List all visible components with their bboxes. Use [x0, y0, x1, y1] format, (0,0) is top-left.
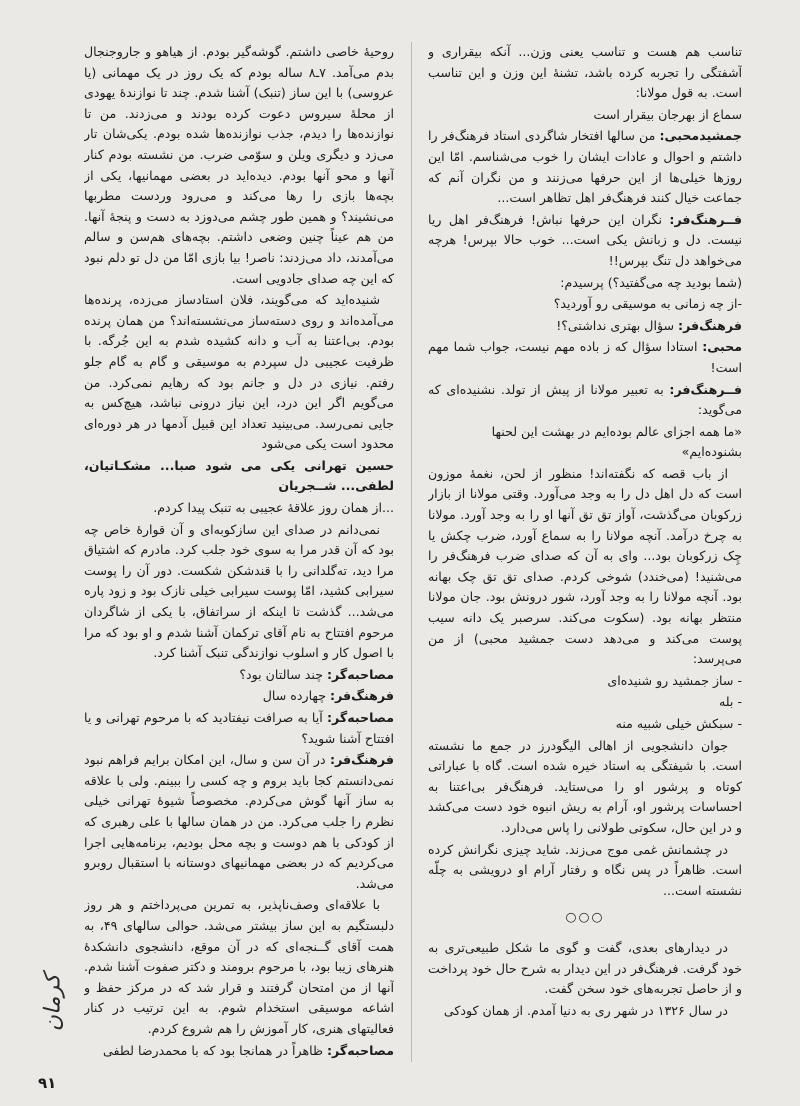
body-paragraph: حسین تهرانی یکی می شود صبا... مشکـاتیان، لطفی... شــجریان — [84, 457, 394, 494]
right-column — [428, 42, 742, 1062]
page-number: ۹۱ — [38, 1074, 57, 1092]
poem-line: سماع از بهرجان بیقرار است — [593, 106, 742, 122]
body-paragraph: - ساز جمشید رو شنیده‌ای — [607, 672, 742, 688]
body-paragraph: - بله — [719, 694, 742, 710]
dialogue-paragraph — [84, 686, 394, 707]
body-paragraph: جوان دانشجویی از اهالی الیگودرز در جمع ما نشسته است. با شیفتگی به استاد خیره شده است. گاه با عباراتی کوتاه و پرشور او را می‌ستاید. فرهنگ‌فر بی‌اعتنا به احساسات پرشور او، آرام به ریش انبوه خود دست می‌کشد و در این حال، سکوتی طولانی را پاس می‌دارد. — [428, 737, 742, 835]
dialogue-paragraph — [428, 380, 742, 421]
left-column — [84, 42, 394, 1062]
dialogue-paragraph — [84, 708, 394, 749]
speaker-label: فرهنگ‌فر: — [330, 752, 394, 768]
section-ornament: ○○○ — [565, 909, 605, 925]
dialogue-paragraph — [428, 126, 742, 208]
dialogue-paragraph — [84, 750, 394, 894]
dialogue-text: چهارده سال — [262, 688, 327, 704]
dialogue-paragraph — [84, 665, 394, 686]
body-paragraph: نمی‌دانم در صدای این سازکوبه‌ای و آن قوارهٔ خاص چه بود که آن قدر مرا به سوی خود جلب کرد. مادرم که اشتیاق مرا دید، ته‌گلدانی را با قندشکن شکست. دور آن را پوست سیرابی کشید، امّا پوست سیرابی خیلی نازک بود و زود پاره می‌شد... گذشت تا اینکه از سراتفاق، با یکی از شاگردان مرحوم افتتاح به نام آقای ترکمان آشنا شدم و او بود که مرا با اصول کار و اسلوب نوازندگی تنبک آشنا کرد. — [84, 521, 394, 661]
speaker-label: فرهنگ‌فر: — [330, 688, 394, 704]
logo-text: کرمان — [40, 973, 66, 1032]
dialogue-text: آیا به صرافت نیفتادید که با مرحوم تهرانی و یا افتتاح آشنا شوید؟ — [84, 710, 394, 746]
body-paragraph: با علاقه‌ای وصف‌ناپذیر، به تمرین می‌پرداختم و هر روز دلبستگیم به این ساز بیشتر می‌شد. حوالی سالهای ۴۹، به همت آقای گــنجه‌ای که در آن موقع، دانشجوی دانشکدهٔ هنرهای زیبا بود، با مرحوم برومند و دکتر صفوت آشنا شدم. آنها از من امتحان گرفتند و قرار شد که در مرکز حفظ و اشاعه موسیقی استخدام شوم. به این ترتیب در کنار فعالیتهای هنری، کار آموزش را هم شروع کردم. — [84, 897, 394, 1036]
speaker-label: فــرهنگ‌فر: — [669, 381, 742, 397]
dialogue-text: سؤال بهتری نداشتی؟! — [556, 317, 675, 333]
body-paragraph: -از چه زمانی به موسیقی رو آوردید؟ — [553, 296, 742, 312]
body-paragraph: در دیدارهای بعدی، گفت و گوی ما شکل طبیعی‌تری به خود گرفت. فرهنگ‌فر در این دیدار به شرح حال خود پرداخت و از حاصل تجربه‌های خود سخن گفت. — [428, 939, 742, 997]
dialogue-paragraph — [84, 1041, 394, 1062]
speaker-label: مصاحبه‌گر: — [327, 710, 394, 725]
body-paragraph: در چشمانش غمی موج می‌زند. شاید چیزی نگرانش کرده است. ظاهراً در پس نگاه و رفتار آرام او درویشی به چلّه نشسته است... — [428, 841, 742, 898]
dialogue-paragraph — [428, 337, 742, 378]
speaker-label: جمشیدمحبی: — [659, 128, 742, 144]
dialogue-text: نگران این حرفها نباش! فرهنگ‌فر اهل ریا نیست. دل و زبانش یکی است... خوب حالا بپرس! هرچه می‌خواهد دل تنگ بپرس!! — [428, 211, 742, 268]
dialogue-paragraph — [428, 210, 742, 272]
speaker-label: محبی: — [702, 339, 742, 355]
speaker-label: فرهنگ‌فر: — [678, 317, 742, 333]
dialogue-text: چند سالتان بود؟ — [239, 666, 323, 682]
body-paragraph: (شما بودید چه می‌گفتید؟) پرسیدم: — [560, 274, 742, 290]
body-paragraph: در سال ۱۳۲۶ در شهر ری به دنیا آمدم. از همان کودکی — [443, 1002, 728, 1018]
dialogue-text: ظاهراً در همانجا بود که با محمدرضا لطفی — [102, 1042, 323, 1058]
body-paragraph: روحیهٔ خاصی داشتم. گوشه‌گیر بودم. از هیاهو و جاروجنجال بدم می‌آمد. ۷ـ۸ ساله بودم که یک روز در یک مهمانی (یا عروسی) با این ساز (تنبک) آشنا شدم. چند تا نوازندهٔ یهودی از محلهٔ سیروس دعوت کرده بودند و می‌زدند. من تا نوازنده‌ها را دیدم، جذب نوازنده‌ها شده بودم. یکی‌شان تار می‌زد و دیگری ویلن و سوّمی ضرب. من نشسته بودم کنار آنها و محو آنها بودم. دیده‌اید در بعضی مهمانیها، یکی از بچه‌ها بازی را رها می‌کند و می‌رود وردست مطربها می‌نشیند؟ و همین طور چشم می‌دوزد به دست و پنجهٔ آنها. من هم عیناً چنین وضعی داشتم. بچه‌های هم‌سن و سالم می‌آمدند، داد می‌زدند: ناصر! بیا بازی امّا من دل تو دلم نبود که این چه صدای جادویی است. — [84, 44, 394, 286]
body-paragraph: - سبکش خیلی شبیه منه — [615, 716, 742, 731]
dialogue-paragraph — [428, 316, 742, 337]
dialogue-text: استادا سؤال که ز باده مهم نیست، جواب شما مهم است! — [428, 339, 742, 375]
dialogue-text: در آن سن و سال، این امکان برایم فراهم نبود نمی‌دانستم کجا باید بروم و چه کسی را ببینم. ولی با علاقه به ساز آنها گوش می‌کردم. مخصوصاً شیوهٔ تهرانی خیلی نظرم را جلب می‌کرد. من در همان سالها با علی رهبری که از کودکی با هم دوست و بچه محل بودیم، برنامه‌هایی اجرا می‌کردیم که در بعضی مهمانیهای دوستانه با استقبال روبرو می‌شد. — [84, 752, 394, 891]
speaker-label: مصاحبه‌گر: — [327, 666, 394, 682]
body-paragraph: از باب قصه که نگفته‌اند! منظور از لحن، نغمهٔ موزون است که دل اهل دل را به وجد می‌آورد. وقتی مولانا از بازار زرکوبان می‌گذشت، آواز تق تق آنها او را به وجد آورد. مولانا به چرخ درآمد. آنچه مولانا را به سماع آورد، ضرب چکش یا چِک زرکوبان بود... وای به آن که صدای ضرب فرهنگ‌فر را می‌شنید! (می‌خندد) شوخی کردم. صدای تق تق چک بهانه بود. آنچه مولانا را به وجد آورد، شور درونش بود. جان مولانا منتظر بهانه بود. (سکوت می‌کند. سرصبر یک دانه سیب پوست می‌کند و می‌دهد دست جمشید محبی) از من می‌پرسد: — [428, 465, 742, 667]
speaker-label: مصاحبه‌گر: — [327, 1042, 394, 1058]
body-paragraph: ...از همان روز علاقهٔ عجیبی به تنبک پیدا کردم. — [153, 500, 394, 516]
body-paragraph: تناسب هم هست و تناسب یعنی وزن... آنکه بیقراری و آشفتگی را تجربه کرده باشد، تشنهٔ این وزن و این تناسب است. به قول مولانا: — [428, 44, 742, 101]
body-paragraph: شنیده‌اید که می‌گویند، فلان استادساز می‌زده، پرنده‌ها می‌آمده‌اند و روی دسته‌ساز می‌نشسته‌اند؟ من همان پرنده بودم. بی‌اعتنا به آب و دانه کشیده شدم به این جُرگه. با ظرفیت عجیبی دل سپردم به موسیقی و گام به گام جلو رفتم. نیازی در دل و جانم بود که رهایم نمی‌کرد. من می‌گویم اگر این درد، این نیاز درونی نباشد، هیچ‌کس به جایی نمی‌رسد. می‌بینید تعداد این قبیل آدمها در هر دوره‌ای محدود است یکی می‌شود — [84, 292, 394, 452]
magazine-logo — [18, 950, 78, 1070]
column-divider — [411, 42, 412, 1062]
speaker-label: فــرهنگ‌فر: — [669, 211, 742, 227]
dialogue-text: من سالها افتخار شاگردی استاد فرهنگ‌فر را داشتم و احوال و عادات ایشان را خوب می‌شناسم. امّا این روزها خیلی‌ها از این حرفها می‌زنند و من نگران آنم که جماعت خیال کنند فرهنگ‌فر اهل تظاهر است... — [428, 128, 742, 206]
dialogue-text: به تعبیر مولانا از پیش از تولد. نشنیده‌ای که می‌گوید: — [428, 381, 742, 418]
poem-line: «ما همه اجزای عالم بوده‌ایم در بهشت این لحنها بشنوده‌ایم» — [491, 423, 742, 460]
